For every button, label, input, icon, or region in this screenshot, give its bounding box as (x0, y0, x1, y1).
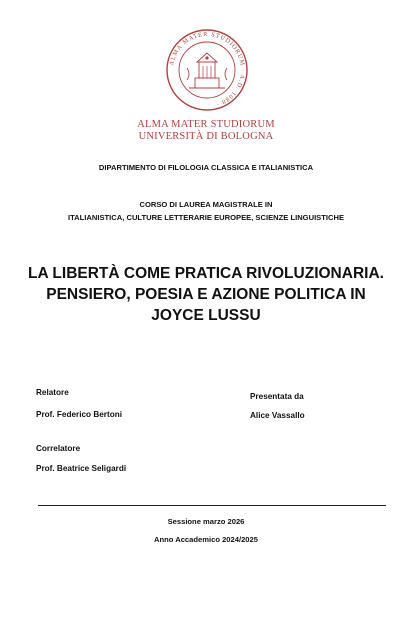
alma-mater-seal-icon (165, 28, 249, 112)
horizontal-divider (38, 505, 386, 506)
relatore-label: Relatore (36, 388, 69, 397)
correlatore-name: Prof. Beatrice Seligardi (36, 464, 127, 473)
department-name: DIPARTIMENTO DI FILOLOGIA CLASSICA E ITALIANISTICA (98, 163, 314, 172)
course-line2: ITALIANISTICA, CULTURE LETTERARIE EUROPEE, SCIENZE LINGUISTICHE (67, 213, 345, 222)
course-line1: CORSO DI LAUREA MAGISTRALE IN (139, 200, 273, 209)
university-name-line1: ALMA MATER STUDIORUM (137, 119, 275, 130)
relatore-name: Prof. Federico Bertoni (36, 410, 122, 419)
session-text: Sessione marzo 2026 (167, 517, 245, 526)
svg-text:ALMA MATER STUDIORUM · A.D. 10: ALMA MATER STUDIORUM · A.D. 1088 · (168, 30, 247, 108)
thesis-title-line2: PENSIERO, POESIA E AZIONE POLITICA IN (46, 286, 366, 303)
candidate-name: Alice Vassallo (250, 411, 305, 420)
correlatore-label: Correlatore (36, 444, 81, 453)
thesis-title-line1: LA LIBERTÀ COME PRATICA RIVOLUZIONARIA. (28, 265, 384, 282)
thesis-title-line3: JOYCE LUSSU (151, 307, 261, 324)
university-name-line2: UNIVERSITÀ DI BOLOGNA (138, 131, 274, 142)
candidate-label: Presentata da (250, 392, 304, 401)
academic-year-text: Anno Accademico 2024/2025 (154, 535, 258, 544)
